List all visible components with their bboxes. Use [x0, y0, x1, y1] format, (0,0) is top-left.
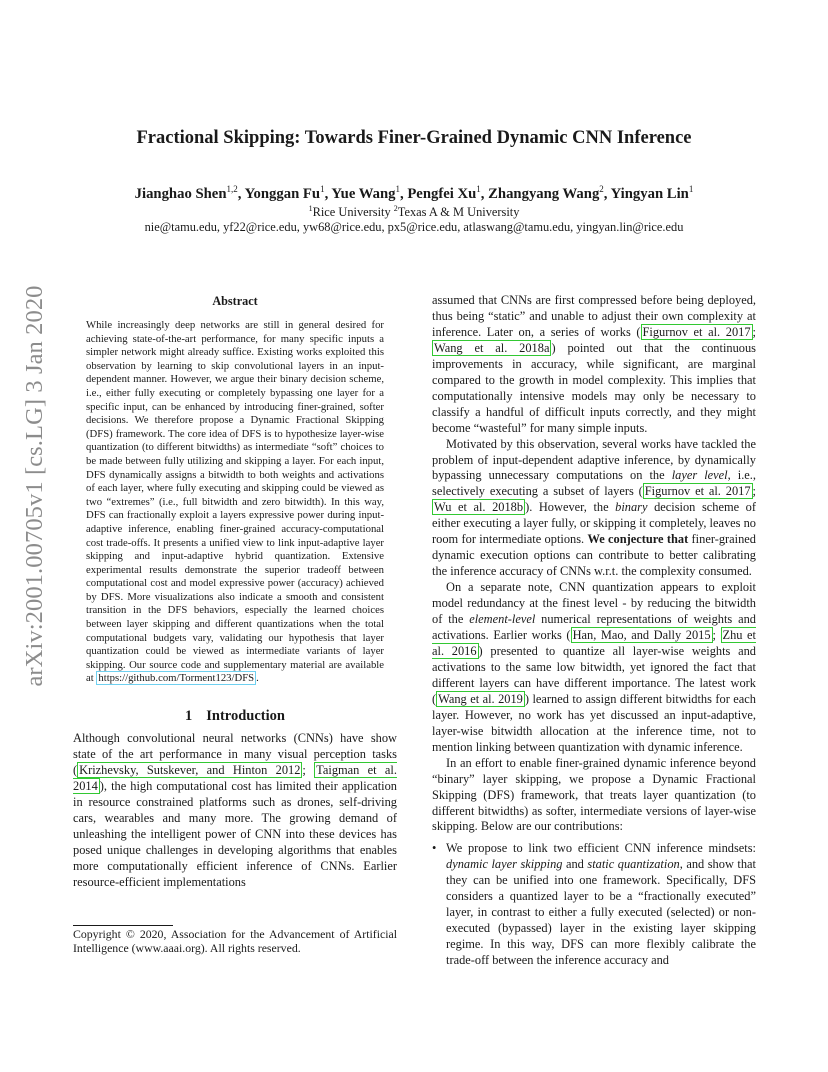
paragraph-text: assumed that CNNs are first compressed before being deployed, thus being “static” and unable to adjust their own complexity at inference. Later on, a series of works ( — [432, 293, 756, 339]
emphasis-text: static quantization — [587, 857, 680, 872]
body-paragraph — [432, 580, 756, 755]
citation-link[interactable]: Krizhevsky, Sutskever, and Hinton 2012 — [79, 762, 301, 777]
source-code-link[interactable]: https://github.com/Torment123/DFS — [98, 672, 255, 685]
author-separator: , — [399, 185, 408, 202]
abstract-end: . — [256, 672, 259, 685]
author-emails: nie@tamu.edu, yf22@rice.edu, yw68@rice.edu, px5@rice.edu, atlaswang@tamu.edu, yingyan.lin@rice.edu — [144, 220, 684, 234]
author-affiliation-mark: 1 — [688, 184, 694, 194]
affiliations — [74, 204, 754, 220]
section-heading-introduction — [73, 708, 397, 725]
paragraph-text: ). However, the — [525, 500, 616, 515]
arxiv-identifier: arXiv:2001.00705v1 [cs.LG] 3 Jan 2020 — [21, 285, 48, 687]
paragraph-text: Motivated by this observation, several works have tackled the problem of input-dependent adaptive inference, by dynamically bypassing unnecessary computations on the — [432, 436, 756, 483]
body-paragraph — [432, 293, 756, 437]
author-list — [60, 184, 768, 203]
author-name: Pengfei Xu — [407, 185, 477, 202]
citation-link[interactable]: Zhu et al. 2016 — [432, 628, 757, 658]
paragraph-text: ) pointed out that the continuous improvements in accuracy, while significant, are marginal compared to the growth in model complexity. This implies that computationally intensive models may only be necessary to classify a handful of difficult inputs correctly, and they might become “wasteful” for many simple inputs. — [432, 340, 756, 435]
citation-separator: ; — [752, 484, 756, 499]
author-name: Yonggan Fu — [244, 185, 321, 202]
contribution-list — [432, 841, 756, 969]
citation-link[interactable]: Wang et al. 2019 — [438, 691, 523, 706]
emphasis-text: element-level — [469, 612, 536, 627]
copyright-notice: Copyright © 2020, Association for the Advancement of Artificial Intelligence (www.aaai.org). All rights reserved. — [73, 927, 397, 956]
paragraph-text: numerical representations of weights and activations. Earlier works ( — [432, 612, 756, 643]
author-affiliation-mark: 1 — [320, 184, 325, 194]
abstract-heading: Abstract — [212, 294, 258, 308]
paragraph-text: and — [562, 857, 588, 872]
paragraph-text: ) learned to assign different bitwidths for each layer. However, no work has yet discussed an input-adaptive, layer-wise bitwidth allocation at the inference time, not to mention linking between quantization with dynamic inference. — [432, 691, 756, 754]
bold-text: We conjecture that — [587, 532, 689, 547]
author-name: Zhangyang Wang — [488, 185, 600, 202]
author-separator: , — [603, 185, 611, 202]
emphasis-text: layer level — [671, 468, 728, 483]
author-name: Jianghao Shen — [134, 185, 227, 202]
author-separator: , — [480, 185, 489, 202]
affiliation-name: Rice University — [312, 205, 394, 220]
affiliation-number: 1 — [308, 204, 313, 213]
body-paragraph: In an effort to enable finer-grained dynamic inference beyond “binary” layer skipping, we propose a Dynamic Fractional Skipping (DFS) framework, that treats layer quantization (to different bitwidths) as softer, intermediate versions of layer-wise skipping. Below are our contributions: — [432, 755, 756, 834]
footnote-rule — [73, 925, 173, 926]
paragraph-text: ), the high computational cost has limited their application in resource constrained platforms such as drones, self-driving cars, wearables and many more. The growing demand of unleashing the intelligent power of CNN into these devices has posed unique challenges in developing algorithms that enables more computationally efficient inference of CNNs. Earlier resource-efficient implementations — [73, 778, 397, 889]
citation-link[interactable]: Taigman et al. 2014 — [73, 762, 397, 793]
abstract-body — [86, 319, 384, 686]
citation-link[interactable]: Han, Mao, and Dally 2015 — [572, 628, 711, 643]
citation-separator: ; — [302, 762, 315, 777]
author-affiliation-mark: 1 — [476, 184, 481, 194]
author-name: Yue Wang — [331, 185, 396, 202]
citation-link[interactable]: Figurnov et al. 2017 — [642, 324, 751, 339]
paragraph-text: We propose to link two efficient CNN inference mindsets: — [446, 841, 756, 856]
intro-paragraph — [73, 731, 397, 891]
section-number: 1 — [185, 708, 193, 725]
paragraph-text: , i.e., selectively executing a subset of layers ( — [432, 468, 756, 499]
citation-link[interactable]: Wang et al. 2018a — [434, 340, 550, 355]
paragraph-text: finer-grained dynamic execution options can contribute to better calibrating the inference accuracy of CNNs w.r.t. the complexity consumed. — [432, 532, 756, 579]
paragraph-text: On a separate note, CNN quantization appears to exploit model redundancy at the finest level - by reducing the bitwidth of the — [432, 580, 756, 627]
affiliation-number: 2 — [393, 204, 398, 213]
paragraph-text: Although convolutional neural networks (CNNs) have show state of the art performance in many visual perception tasks ( — [73, 731, 397, 777]
author-name: Yingyan Lin — [610, 185, 689, 202]
left-column — [73, 294, 397, 891]
right-column — [432, 293, 756, 969]
author-affiliation-mark: 1 — [395, 184, 400, 194]
citation-separator: ; — [752, 324, 756, 339]
citation-link[interactable]: Wu et al. 2018b — [434, 500, 524, 515]
paragraph-text: decision scheme of either executing a layer fully, or skipping it completely, leaves no room for intermediate options. — [432, 500, 756, 547]
section-title: Introduction — [206, 708, 285, 725]
paragraph-text: ) presented to quantize all layer-wise weights and activations to the same low bitwidth, yet ignored the fact that different layers can have different importance. The latest work ( — [432, 643, 756, 706]
body-paragraph — [432, 437, 756, 581]
paper-title: Fractional Skipping: Towards Finer-Grained Dynamic CNN Inference — [136, 128, 692, 148]
emphasis-text: dynamic layer skipping — [446, 857, 563, 872]
author-separator: , — [237, 185, 245, 202]
citation-link[interactable]: Figurnov et al. 2017 — [644, 484, 751, 499]
author-affiliation-mark: 1,2 — [226, 184, 238, 194]
paragraph-text: , and show that they can be unified into one framework. Specifically, DFS considers a quantized layer to be a “fractionally executed” layer, in contrast to either a fully executed (selected) or non-executed (bypassed) layer in the existing layer skipping regime. In this way, DFS can more flexibly calibrate the trade-off between the inference accuracy and — [446, 857, 756, 968]
author-separator: , — [324, 185, 332, 202]
emphasis-text: binary — [615, 500, 648, 515]
author-affiliation-mark: 2 — [599, 184, 604, 194]
arxiv-side-label — [18, 285, 52, 687]
citation-separator: ; — [712, 628, 721, 643]
abstract-text: While increasingly deep networks are still in general desired for achieving state-of-the-art performance, for many specific inputs a simpler network might already suffice. Existing works exploited this observation by learning to skip convolutional layers in an input-dependent manner. However, we argue their binary decision scheme, i.e., either fully executing or completely bypassing one layer for a specific input, can be enhanced by introducing finer-grained, softer decisions. We therefore propose a Dynamic Fractional Skipping (DFS) framework. The core idea of DFS is to hypothesize layer-wise quantization (to different bitwidths) as intermediate “soft” choices to be made between fully utilizing and skipping a layer. For each input, DFS dynamically assigns a bitwidth to both weights and activations of each layer, where fully executing and skipping could be viewed as two “extremes” (i.e., full bitwidth and zero bitwidth). In this way, DFS can fractionally exploit a layers expressive power during input-adaptive inference, enabling finer-grained accuracy-computational cost trade-offs. It presents a unified view to link input-adaptive layer skipping and input-adaptive hybrid quantization. Extensive experimental results demonstrate the superior tradeoff between computational cost and model expressive power (accuracy) achieved by DFS. More visualizations also indicate a smooth and consistent transition in the DFS behaviors, especially the learned choices between layer skipping and different quantizations when the total computational budgets vary, validating our hypothesis that layer quantization could be viewed as intermediate variants of layer skipping. Our source code and supplementary material are available at — [86, 319, 384, 685]
affiliation-name: Texas A & M University — [397, 205, 520, 220]
list-item — [432, 841, 756, 969]
